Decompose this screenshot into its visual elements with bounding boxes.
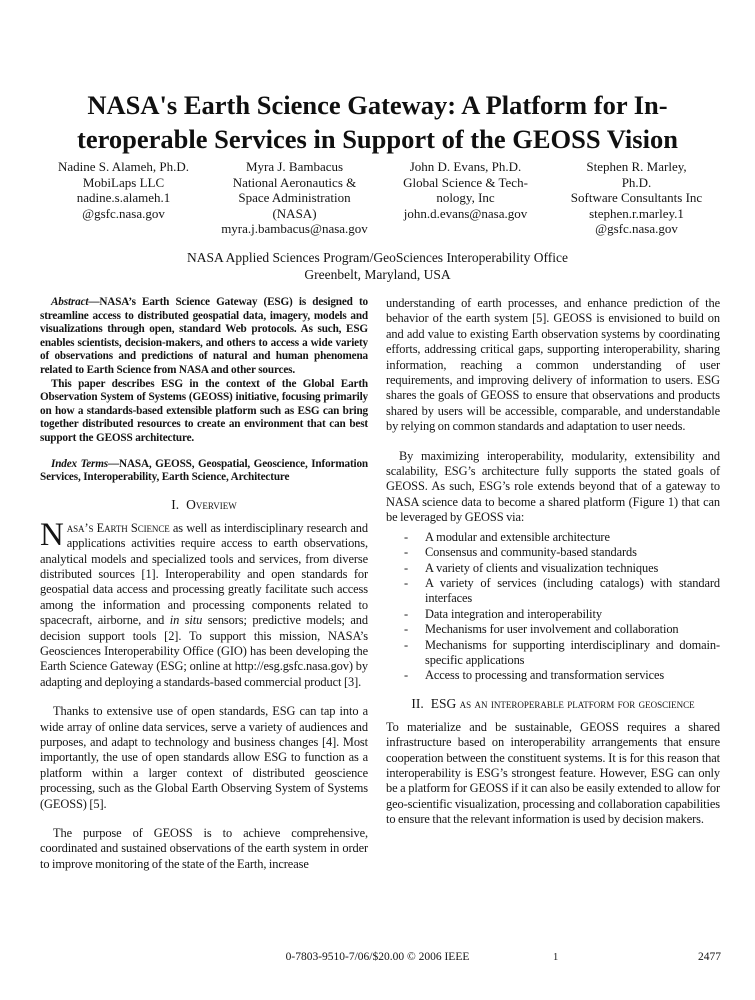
column-right xyxy=(386,296,720,828)
index-terms xyxy=(40,458,368,485)
section-acronym: ESG xyxy=(430,695,457,711)
dash-bullet: - xyxy=(404,575,409,590)
author-affiliation-line: nology, Inc xyxy=(436,190,495,205)
list-item-text: Consensus and community-based standards xyxy=(425,545,637,560)
author-affiliation-line: Software Consultants Inc xyxy=(570,190,703,205)
list-item-text: Access to processing and transformation services xyxy=(425,668,665,683)
list-item xyxy=(386,668,720,683)
list-item-text: Mechanisms for user involvement and collaboration xyxy=(425,622,679,637)
italic-phrase: in situ xyxy=(169,613,203,628)
author-affiliation-line: MobiLaps LLC xyxy=(82,174,165,190)
abstract-paragraph-2: This paper describes ESG in the context of the Global Earth Observation System of Systems (GEOSS) initiative, focusing primarily on how a standards-based extensible platform such as ESG can bring together distributed resources to create an environment that can best support the GEOSS architecture. xyxy=(40,377,368,444)
author-email-line: john.d.evans@nasa.gov xyxy=(403,205,528,221)
list-item xyxy=(386,530,720,545)
section2-paragraph-1: To materialize and be sustainable, GEOSS requires a shared infrastructure based on interoperability arrangements that ensure cooperation between the constituent systems. It is for this reason that interoperability is ESG’s strongest feature. However, ESG can only be a platform for GEOSS if it can also be easily extended to allow for geo-scientific visualization, processing and collaboration capabilities to ensure that the relevant information is used by decision makers. xyxy=(386,719,720,827)
section-heading-overview xyxy=(40,497,368,513)
paper-title-line2: teroperable Services in Support of the GEOSS Vision xyxy=(77,123,678,154)
dash-bullet: - xyxy=(404,545,409,560)
copyright-text: 0-7803-9510-7/06/$20.00 © 2006 IEEE xyxy=(285,951,470,963)
list-item xyxy=(386,622,720,637)
abstract-lead: Abstract xyxy=(51,296,89,308)
index-terms-body: —NASA, GEOSS, Geospatial, Geoscience, Information Services, Interoperability, Earth Science, Architecture xyxy=(40,457,368,484)
smallcaps-lead: asa’s Earth Science xyxy=(66,520,170,535)
author-block-3 xyxy=(380,159,551,237)
dash-bullet: - xyxy=(404,529,409,544)
author-name: John D. Evans, Ph.D. xyxy=(409,159,522,174)
author-email-line: @gsfc.nasa.gov xyxy=(595,221,678,236)
author-affiliation-line: Global Science & Tech- xyxy=(403,174,528,190)
author-block-1 xyxy=(38,159,209,237)
author-block-2 xyxy=(209,159,380,237)
list-item-text: Data integration and interoperability xyxy=(425,606,602,621)
dash-bullet: - xyxy=(404,637,409,652)
geoss-capabilities-list xyxy=(386,530,720,684)
author-email-line: @gsfc.nasa.gov xyxy=(82,205,165,221)
dash-bullet: - xyxy=(404,622,409,637)
list-item xyxy=(386,638,720,669)
section-heading-esg-platform xyxy=(386,696,720,712)
paper-title xyxy=(30,88,725,156)
page-number: 1 xyxy=(553,952,559,963)
author-email-line: nadine.s.alameh.1 xyxy=(76,190,171,205)
section-number: I. xyxy=(171,496,180,512)
section-title: as an interoperable platform for geoscience xyxy=(456,695,695,711)
list-item-text: Mechanisms for supporting interdisciplinary and domain-specific applications xyxy=(425,637,720,667)
org-affiliation-line2: Greenbelt, Maryland, USA xyxy=(304,266,451,282)
author-name: Nadine S. Alameh, Ph.D. xyxy=(57,159,190,174)
page-footer xyxy=(0,950,755,970)
overview-paragraph-2: Thanks to extensive use of open standards, ESG can tap into a wide array of online data services, serve a variety of audiences and purposes, and adapt to technology and business changes [4]. Most importantly, the use of open standards allow ESG to function as a platform within a larger context of distributed geoscience processing, such as the Global Earth Observing System of Systems (GEOSS) [5]. xyxy=(40,704,368,811)
list-item-text: A variety of services (including catalogs) with standard interfaces xyxy=(425,575,720,606)
author-block-4 xyxy=(551,159,722,237)
overview-paragraph-1 xyxy=(40,516,368,690)
dash-bullet: - xyxy=(404,560,409,575)
index-terms-lead: Index Terms xyxy=(51,457,109,470)
org-affiliation-line1: NASA Applied Sciences Program/GeoSciences Interoperability Office xyxy=(186,250,569,265)
list-item xyxy=(386,576,720,607)
author-affiliation-line: (NASA) xyxy=(272,205,317,221)
overview-paragraph-3: The purpose of GEOSS is to achieve comprehensive, coordinated and sustained observations of the earth system in order to improve monitoring of the state of the Earth, increase xyxy=(40,826,368,871)
author-affiliation-line: Space Administration xyxy=(238,190,351,205)
dropcap-letter: N xyxy=(40,516,64,553)
abstract-body: —NASA’s Earth Science Gateway (ESG) is designed to streamline access to distributed geospatial data, imagery, models and visualizations through open, standard Web protocols. As such, ESG enables scientists, decision-makers, and others to access a wide variety of observations and predictions of natural and human phenomena related to Earth Science from NASA and other sources. xyxy=(40,296,368,376)
abstract-paragraph-1 xyxy=(40,296,368,378)
list-item xyxy=(386,607,720,622)
section-number: II. xyxy=(411,695,424,711)
right-paragraph-2: By maximizing interoperability, modularity, extensibility and scalability, ESG’s architecture fully supports the stated goals of GEOSS. As such, ESG’s role extends beyond that of a gateway to NASA science data to become a shared platform (Figure 1) that can be leveraged by GEOSS via: xyxy=(386,448,720,525)
org-affiliation xyxy=(0,250,755,283)
author-name: Ph.D. xyxy=(621,174,652,190)
list-item xyxy=(386,545,720,560)
right-paragraph-1: understanding of earth processes, and enhance prediction of the behavior of the earth system [5]. GEOSS is envisioned to build on and add value to existing Earth observation systems by coordinating efforts, addressing critical gaps, supporting interoperability, sharing information, reaching a common understanding of user requirements, and improving delivery of information to users. ESG shares the goals of GEOSS to ensure that observations and products shared by users will be accessible, comparable, and understandable by relying on common standards and adaptation to user needs. xyxy=(386,296,720,434)
list-item-text: A variety of clients and visualization techniques xyxy=(425,560,659,575)
author-name: Stephen R. Marley, xyxy=(586,159,687,174)
section-title: Overview xyxy=(186,496,237,512)
dash-bullet: - xyxy=(404,606,409,621)
author-affiliation-line: National Aeronautics & xyxy=(232,174,357,190)
author-email-line: stephen.r.marley.1 xyxy=(589,205,684,221)
author-email-line: myra.j.bambacus@nasa.gov xyxy=(221,221,368,236)
author-name: Myra J. Bambacus xyxy=(245,159,344,174)
authors-row xyxy=(38,159,722,237)
paper-title-line1: NASA's Earth Science Gateway: A Platform for In- xyxy=(87,89,668,120)
dash-bullet: - xyxy=(404,668,409,683)
list-item xyxy=(386,561,720,576)
paper-id: 2477 xyxy=(698,951,721,963)
column-left xyxy=(40,296,368,872)
paragraph-text: as well as interdisciplinary research and applications activities require access to earth observations, analytical models and specialized tools and services, from diverse distributed sources [1]. Interoperability and open standards for geospatial data access and processing greatly facilitate such access among the information and processing components related to spacecraft, airborne, and xyxy=(40,520,368,628)
paragraph-text: sensors; predictive models; and decision support tools [2]. To support this mission, NASA’s Geosciences Interoperability Office (GIO) has been developing the Earth Science Gateway (ESG; online at http://esg.gsfc.nasa.gov) by adapting and deploying a standards-based commercial product [3]. xyxy=(40,613,368,689)
list-item-text: A modular and extensible architecture xyxy=(425,529,610,544)
abstract-section xyxy=(40,296,368,446)
